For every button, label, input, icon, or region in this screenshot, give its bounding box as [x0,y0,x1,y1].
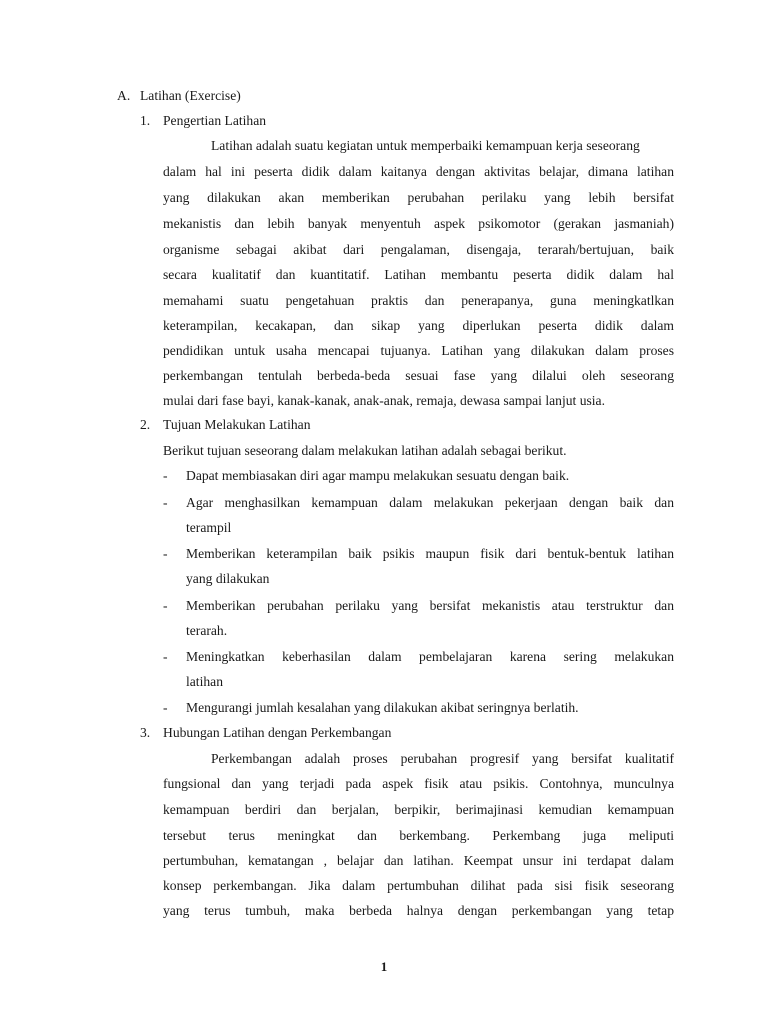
bullet-item-line: terarah. [186,623,228,638]
sub2-title: Tujuan Melakukan Latihan [163,417,311,432]
sub1-para-line: mulai dari fase bayi, kanak-kanak, anak-anak, remaja, dewasa sampai lanjut usia. [163,393,605,408]
sub3-para-line: Perkembangan adalah proses perubahan progresif yang bersifat kualitatif [211,751,674,766]
bullet-dash: - [163,598,168,613]
sub1-para-line: mekanistis dan lebih banyak menyentuh aspek psikomotor (gerakan jasmaniah) [163,216,674,231]
sub1-para-line: memahami suatu pengetahuan praktis dan penerapanya, guna meningkatlkan [163,293,674,308]
page-number: 1 [380,959,388,974]
sub3-para-line: tersebut terus meningkat dan berkembang. Perkembang juga meliputi [163,828,674,843]
sub1-para-line: keterampilan, kecakapan, dan sikap yang diperlukan peserta didik dalam [163,318,674,333]
bullet-item-line: Agar menghasilkan kemampuan dalam melakukan pekerjaan dengan baik dan [186,495,674,510]
bullet-item-line: yang dilakukan [186,571,270,586]
bullet-dash: - [163,468,168,483]
sub3-para-line: yang terus tumbuh, maka berbeda halnya dengan perkembangan yang tetap [163,903,674,918]
sub3-marker: 3. [140,725,151,740]
bullet-item-line: latihan [186,674,223,689]
bullet-dash: - [163,495,168,510]
bullet-item-line: terampil [186,520,232,535]
bullet-item-line: Memberikan keterampilan baik psikis maupun fisik dari bentuk-bentuk latihan [186,546,674,561]
sub1-para-line: secara kualitatif dan kuantitatif. Latihan membantu peserta didik dalam hal [163,267,674,282]
sub1-para-line: pendidikan untuk usaha mencapai tujuanya. Latihan yang dilakukan dalam proses [163,343,674,358]
bullet-dash: - [163,546,168,561]
bullet-dash: - [163,700,168,715]
bullet-item-line: Memberikan perubahan perilaku yang bersifat mekanistis atau terstruktur dan [186,598,674,613]
section-a-title: Latihan (Exercise) [140,88,241,103]
sub3-para-line: fungsional dan yang terjadi pada aspek fisik atau psikis. Contohnya, munculnya [163,776,674,791]
sub1-para-line: organisme sebagai akibat dari pengalaman, disengaja, terarah/bertujuan, baik [163,242,674,257]
bullet-dash: - [163,649,168,664]
sub1-para-line: yang dilakukan akan memberikan perubahan perilaku yang lebih bersifat [163,190,674,205]
bullet-item-line: Dapat membiasakan diri agar mampu melakukan sesuatu dengan baik. [186,468,570,483]
section-a-marker: A. [117,88,131,103]
sub3-para-line: konsep perkembangan. Jika dalam pertumbuhan dilihat pada sisi fisik seseorang [163,878,674,893]
sub1-para-line: dalam hal ini peserta didik dalam kaitanya dengan aktivitas belajar, dimana latihan [163,164,674,179]
sub3-para-line: kemampuan berdiri dan berjalan, berpikir, berimajinasi kemudian kemampuan [163,802,674,817]
sub3-title: Hubungan Latihan dengan Perkembangan [163,725,392,740]
sub1-para-line: Latihan adalah suatu kegiatan untuk memperbaiki kemampuan kerja seseorang [211,138,640,153]
sub1-marker: 1. [140,113,151,128]
sub2-intro: Berikut tujuan seseorang dalam melakukan latihan adalah sebagai berikut. [163,443,567,458]
sub2-marker: 2. [140,417,151,432]
sub1-para-line: perkembangan tentulah berbeda-beda sesuai fase yang dilalui oleh seseorang [163,368,674,383]
bullet-item-line: Mengurangi jumlah kesalahan yang dilakukan akibat seringnya berlatih. [186,700,579,715]
sub3-para-line: pertumbuhan, kematangan , belajar dan latihan. Keempat unsur ini terdapat dalam [163,853,674,868]
sub1-title: Pengertian Latihan [163,113,267,128]
bullet-item-line: Meningkatkan keberhasilan dalam pembelajaran karena sering melakukan [186,649,674,664]
